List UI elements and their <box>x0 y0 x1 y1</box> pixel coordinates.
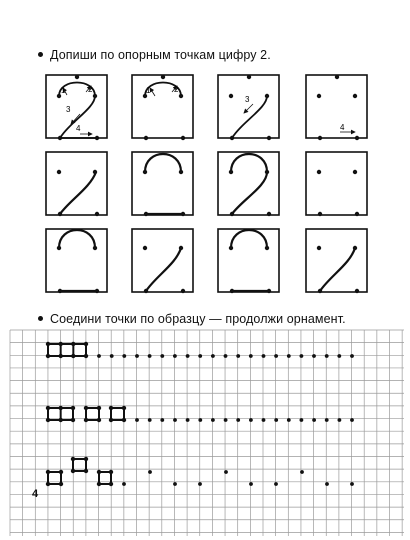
ornament-dot <box>122 354 126 358</box>
ornament-dot <box>274 418 278 422</box>
ornament-dot <box>97 406 101 410</box>
digit-box <box>218 152 279 216</box>
stroke-number: 4 <box>76 124 81 133</box>
digit-box <box>46 229 107 293</box>
ornament-dot <box>97 470 101 474</box>
ornament-dot <box>46 342 50 346</box>
ornament-dot <box>173 418 177 422</box>
ornament-dot <box>46 354 50 358</box>
ornament-dot <box>224 418 228 422</box>
squared-grid <box>10 330 404 536</box>
digit-box <box>306 75 367 140</box>
digit-box <box>132 229 193 293</box>
ornament-dot <box>173 354 177 358</box>
ornament-dot <box>59 354 63 358</box>
ornament-dot <box>211 354 215 358</box>
stroke-number: 2 <box>88 85 93 94</box>
ornament-dot <box>84 342 88 346</box>
ornament-dot <box>350 418 354 422</box>
stroke-number: 2 <box>174 85 179 94</box>
ornament-dot <box>71 418 75 422</box>
ornament-dot <box>148 354 152 358</box>
ornament-dot <box>287 418 291 422</box>
ornament-dot <box>71 469 75 473</box>
ornament-dot <box>59 470 63 474</box>
ornament-dot <box>109 470 113 474</box>
ornament-dot <box>160 354 164 358</box>
ornament-dot <box>236 418 240 422</box>
ornament-dot <box>97 482 101 486</box>
digit-box <box>306 152 367 216</box>
ornament-dot <box>109 482 113 486</box>
ornament-dot <box>211 418 215 422</box>
digit-box <box>46 152 107 216</box>
ornament-dot <box>249 482 253 486</box>
ornament-dot <box>97 354 101 358</box>
stroke-number: 4 <box>340 123 345 132</box>
instruction-text: Допиши по опорным точкам цифру 2. <box>50 48 271 62</box>
page-number: 4 <box>32 488 39 500</box>
ornament-dot <box>148 418 152 422</box>
ornament-dot <box>249 354 253 358</box>
ornament-dot <box>300 418 304 422</box>
ornament-dot <box>135 418 139 422</box>
ornament-dot <box>262 418 266 422</box>
ornament-dot <box>325 418 329 422</box>
ornament-dot <box>122 406 126 410</box>
ornament-dot <box>198 354 202 358</box>
ornament-dot <box>198 418 202 422</box>
ornament-dot <box>59 482 63 486</box>
ornament-dot <box>274 354 278 358</box>
ornament-dot <box>84 469 88 473</box>
stroke-number: 3 <box>66 105 71 114</box>
stroke-number: 1 <box>146 86 151 95</box>
ornament-dot <box>325 482 329 486</box>
ornament-dot <box>122 482 126 486</box>
ornament-dot <box>236 354 240 358</box>
ornament-dot <box>198 482 202 486</box>
ornament-dot <box>59 342 63 346</box>
stroke-number: 3 <box>245 95 250 104</box>
digit-box <box>132 152 193 216</box>
ornament-dot <box>59 418 63 422</box>
ornament-dot <box>350 354 354 358</box>
ornament-dot <box>84 457 88 461</box>
ornament-dot <box>46 406 50 410</box>
ornament-dot <box>312 354 316 358</box>
ornament-dot <box>262 354 266 358</box>
ornament-dot <box>148 470 152 474</box>
ornament-dot <box>59 406 63 410</box>
ornament-dot <box>300 354 304 358</box>
digit-box <box>218 75 279 140</box>
ornament-dot <box>109 406 113 410</box>
ornament-dot <box>160 418 164 422</box>
ornament-dot <box>71 406 75 410</box>
ornament-dot <box>287 354 291 358</box>
ornament-dot <box>338 418 342 422</box>
ornament-dot <box>274 482 278 486</box>
ornament-dot <box>122 418 126 422</box>
ornament-dot <box>71 342 75 346</box>
ornament-dot <box>249 418 253 422</box>
ornament-dot <box>300 470 304 474</box>
ornament-dot <box>110 354 114 358</box>
ornament-dot <box>135 354 139 358</box>
instruction-text: Соедини точки по образцу — продолжи орнамент. <box>50 312 346 326</box>
ornament-dot <box>84 354 88 358</box>
stroke-number: 1 <box>61 86 66 95</box>
digit-box <box>132 75 193 140</box>
ornament-dot <box>46 418 50 422</box>
ornament-dot <box>325 354 329 358</box>
ornament-dot <box>350 482 354 486</box>
ornament-dot <box>71 457 75 461</box>
ornament-dot <box>84 418 88 422</box>
ornament-dot <box>186 354 190 358</box>
ornament-dot <box>337 354 341 358</box>
ornament-dot <box>97 418 101 422</box>
ornament-dot <box>224 354 228 358</box>
digit-box <box>218 229 279 293</box>
ornament-dot <box>46 482 50 486</box>
ornament-dot <box>84 406 88 410</box>
ornament-dot <box>46 470 50 474</box>
ornament-dot <box>312 418 316 422</box>
ornament-dot <box>71 354 75 358</box>
ornament-dot <box>173 482 177 486</box>
ornament-dot <box>224 470 228 474</box>
digit-box <box>306 229 367 293</box>
ornament-dot <box>109 418 113 422</box>
ornament-dot <box>186 418 190 422</box>
